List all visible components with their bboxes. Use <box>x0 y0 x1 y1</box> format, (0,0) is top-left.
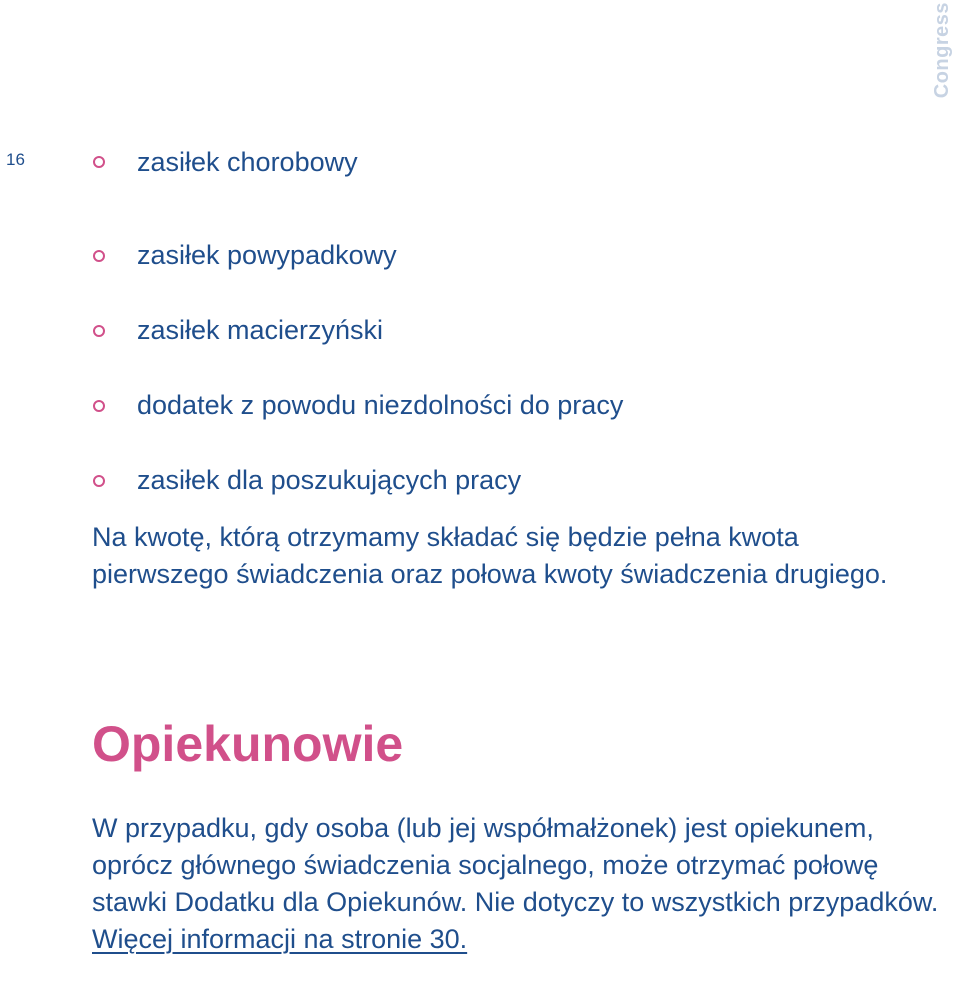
list-item-text: zasiłek macierzyński <box>137 315 384 345</box>
carers-paragraph <box>92 810 952 958</box>
list-item-text: zasiłek powypadkowy <box>137 240 397 270</box>
list-item-text: dodatek z powodu niezdolności do pracy <box>137 390 624 420</box>
list-item-text: zasiłek dla poszukujących pracy <box>137 465 522 495</box>
circle-bullet-icon <box>93 250 105 262</box>
list-item <box>93 443 623 518</box>
section-heading: Opiekunowie <box>92 716 404 772</box>
more-info-link[interactable]: Więcej informacji na stronie 30. <box>92 924 468 954</box>
benefit-amount-paragraph: Na kwotę, którą otrzymamy składać się będzie pełna kwota pierwszego świadczenia oraz połowa kwoty świadczenia drugiego. <box>92 522 888 589</box>
circle-bullet-icon <box>93 156 105 168</box>
circle-bullet-icon <box>93 325 105 337</box>
list-item <box>93 143 623 181</box>
list-item-text: zasiłek chorobowy <box>137 146 358 177</box>
list-item <box>93 218 623 293</box>
list-item <box>93 293 623 368</box>
brand-label: Congress <box>931 2 953 99</box>
circle-bullet-icon <box>93 475 105 487</box>
carers-paragraph-text: W przypadku, gdy osoba (lub jej współmałżonek) jest opiekunem, oprócz głównego świadczenia socjalnego, może otrzymać połowę stawki Dodatku dla Opiekunów. Nie dotyczy to wszystkich przypadków. <box>92 813 939 917</box>
page-number: 16 <box>6 150 25 169</box>
circle-bullet-icon <box>93 400 105 412</box>
list-item <box>93 368 623 443</box>
benefits-list <box>93 143 623 518</box>
